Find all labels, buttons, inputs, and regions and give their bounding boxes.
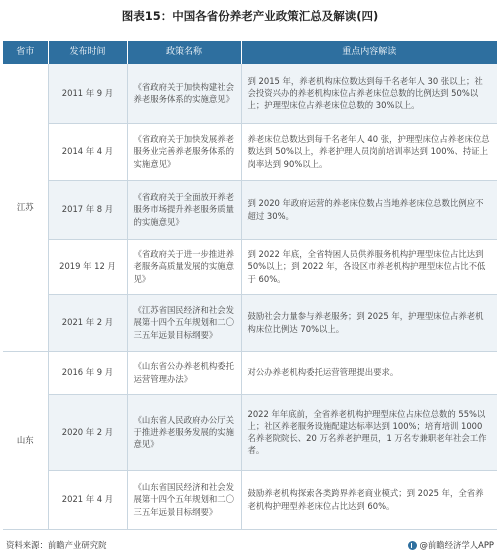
table-row xyxy=(3,294,497,351)
policy-name: 《山东省国民经济和社会发展第十四个五年规划和二〇三五年远景目标纲要》 xyxy=(127,470,241,529)
table-row xyxy=(3,123,497,180)
policy-name: 《省政府关于加快构建社会养老服务体系的实施意见》 xyxy=(127,64,241,123)
policy-name: 《省政府关于加快发展养老服务业完善养老服务体系的实施意见》 xyxy=(127,123,241,180)
table-row xyxy=(3,470,497,529)
release-time: 2016 年 9 月 xyxy=(48,351,127,394)
policy-name: 《江苏省国民经济和社会发展第十四个五年规划和二〇三五年远景目标纲要》 xyxy=(127,294,241,351)
release-time: 2020 年 2 月 xyxy=(48,394,127,470)
province-cell: 山东 xyxy=(3,351,48,529)
policy-name: 《山东省公办养老机构委托运营管理办法》 xyxy=(127,351,241,394)
header-province: 省市 xyxy=(3,41,48,64)
table-header-row xyxy=(3,41,497,64)
header-key-points: 重点内容解读 xyxy=(241,41,497,64)
policy-table xyxy=(3,41,497,530)
release-time: 2011 年 9 月 xyxy=(48,64,127,123)
policy-name: 《山东省人民政府办公厅关于推进养老服务发展的实施意见》 xyxy=(127,394,241,470)
key-points: 养老床位总数达到每千名老年人 40 张，护理型床位占养老床位总数达到 50%以上，养老护理人员岗前培训率达到 100%、持证上岗率达到 90%以上。 xyxy=(241,123,497,180)
release-time: 2017 年 8 月 xyxy=(48,180,127,239)
table-row xyxy=(3,180,497,239)
release-time: 2014 年 4 月 xyxy=(48,123,127,180)
key-points: 到 2020 年政府运营的养老床位数占当地养老床位总数比例应不超过 30%。 xyxy=(241,180,497,239)
table-row xyxy=(3,394,497,470)
table-row xyxy=(3,239,497,294)
chart-title: 图表15：中国各省份养老产业政策汇总及解读(四) xyxy=(121,9,379,23)
release-time: 2021 年 2 月 xyxy=(48,294,127,351)
source-note: 资料来源：前瞻产业研究院 xyxy=(6,540,107,550)
policy-name: 《省政府关于进一步推进养老服务高质量发展的实施意见》 xyxy=(127,239,241,294)
policy-name: 《省政府关于全面放开养老服务市场提升养老服务质量的实施意见》 xyxy=(127,180,241,239)
brand-text: @前瞻经济学人APP xyxy=(419,540,494,550)
header-time: 发布时间 xyxy=(48,41,127,64)
key-points: 2022 年年底前，全省养老机构护理型床位占床位总数的 55%以上；社区养老服务设施配建达标率达到 100%；培育培训 1000 名养老院院长、20 万名养老护理员，1 万名专兼职老年社会工作者。 xyxy=(241,394,497,470)
key-points: 到 2022 年底，全省特困人员供养服务机构护理型床位占比达到 50%以上；到 2022 年，各设区市养老机构护理型床位占比不低于 60%。 xyxy=(241,239,497,294)
release-time: 2019 年 12 月 xyxy=(48,239,127,294)
key-points: 对公办养老机构委托运营管理提出要求。 xyxy=(241,351,497,394)
header-policy-name: 政策名称 xyxy=(127,41,241,64)
brand-credit xyxy=(408,539,494,551)
table-row xyxy=(3,64,497,123)
release-time: 2021 年 4 月 xyxy=(48,470,127,529)
key-points: 到 2015 年，养老机构床位数达到每千名老年人 30 张以上；社会投资兴办的养老机构床位占养老床位总数的比例达到 50%以上；护理型床位占养老床位总数的 30%以上。 xyxy=(241,64,497,123)
key-points: 鼓励社会力量参与养老服务；到 2025 年，护理型床位占养老机构床位比例达 70%以上。 xyxy=(241,294,497,351)
table-row xyxy=(3,351,497,394)
qianzhan-logo-icon xyxy=(408,541,417,550)
province-cell: 江苏 xyxy=(3,64,48,351)
key-points: 鼓励养老机构探索各类跨界养老商业模式；到 2025 年，全省养老机构护理型养老床位占比达到 60%。 xyxy=(241,470,497,529)
